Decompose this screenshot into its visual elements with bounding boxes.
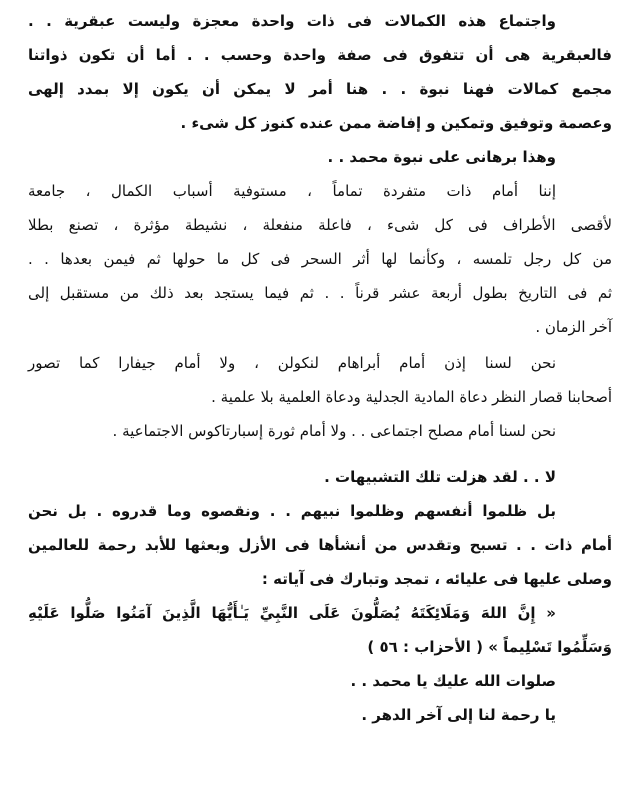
section-heading: وهذا برهانى على نبوة محمد . .: [327, 148, 556, 166]
quran-verse-reference: وَسَلِّمُوا تَسْلِيماً » ( الأحزاب : ٥٦ ): [367, 638, 612, 656]
section-heading: لا . . لقد هزلت تلك التشبيهات .: [324, 468, 556, 486]
text-line: نحن لسنا إذن أمام أبراهام لنكولن ، ولا أمام جيفارا كما تصور: [28, 354, 556, 372]
text-line: وصلى عليها فى عليائه ، تمجد وتبارك فى آياته :: [261, 570, 612, 588]
text-line: مجمع كمالات فهنا نبوة . . هنا أمر لا يمكن أن يكون إلا بمدد إلهى: [28, 80, 612, 98]
text-line: نحن لسنا أمام مصلح اجتماعى . . ولا أمام ثورة إسبارتاكوس الاجتماعية .: [112, 422, 556, 440]
text-line: بل ظلموا أنفسهم وظلموا نبيهم . . ونقصوه وما قدروه . بل نحن: [28, 502, 556, 520]
text-line: وعصمة وتوفيق وتمكين و إفاضة ممن عنده كنوز كل شىء .: [180, 114, 612, 132]
text-line: ثم فى التاريخ بطول أربعة عشر قرناً . . ثم فيما يستجد بعد ذلك من مستقبل إلى: [28, 284, 612, 302]
quran-verse: « إِنَّ اللهَ وَمَلَائِكَتَهُ يُصَلُّونَ عَلَى النَّبِيِّ يَـٰأَيُّهَا الَّذِينَ آمَنُوا صَلُّوا عَلَيْهِ: [28, 604, 556, 622]
text-line: يا رحمة لنا إلى آخر الدهر .: [361, 706, 556, 724]
text-line: واجتماع هذه الكمالات فى ذات واحدة معجزة وليست عبقرية . .: [28, 12, 556, 30]
text-line: صلوات الله عليك يا محمد . .: [350, 672, 556, 690]
text-line: أمام ذات . . تسبح وتقدس من أنشأها فى الأزل وبعثها للأبد رحمة للعالمين: [28, 536, 612, 554]
text-line: إننا أمام ذات متفردة تماماً ، مستوفية أسباب الكمال ، جامعة: [28, 182, 556, 200]
text-line: لأقصى الأطراف فى كل شىء ، فاعلة منفعلة ، نشيطة مؤثرة ، تصنع بطلا: [28, 216, 612, 234]
text-line: فالعبقرية هى أن تتفوق فى صفة واحدة وحسب . . أما أن تكون ذواتنا: [28, 46, 612, 64]
text-line: آخر الزمان .: [535, 318, 612, 336]
text-line: أصحابنا قصار النظر دعاة المادية الجدلية ودعاة العلمية بلا علمية .: [211, 388, 612, 406]
text-line: من كل رجل تلمسه ، وكأنما لها أثر السحر فى كل ما حولها ثم فيمن بعدها . .: [28, 250, 612, 268]
